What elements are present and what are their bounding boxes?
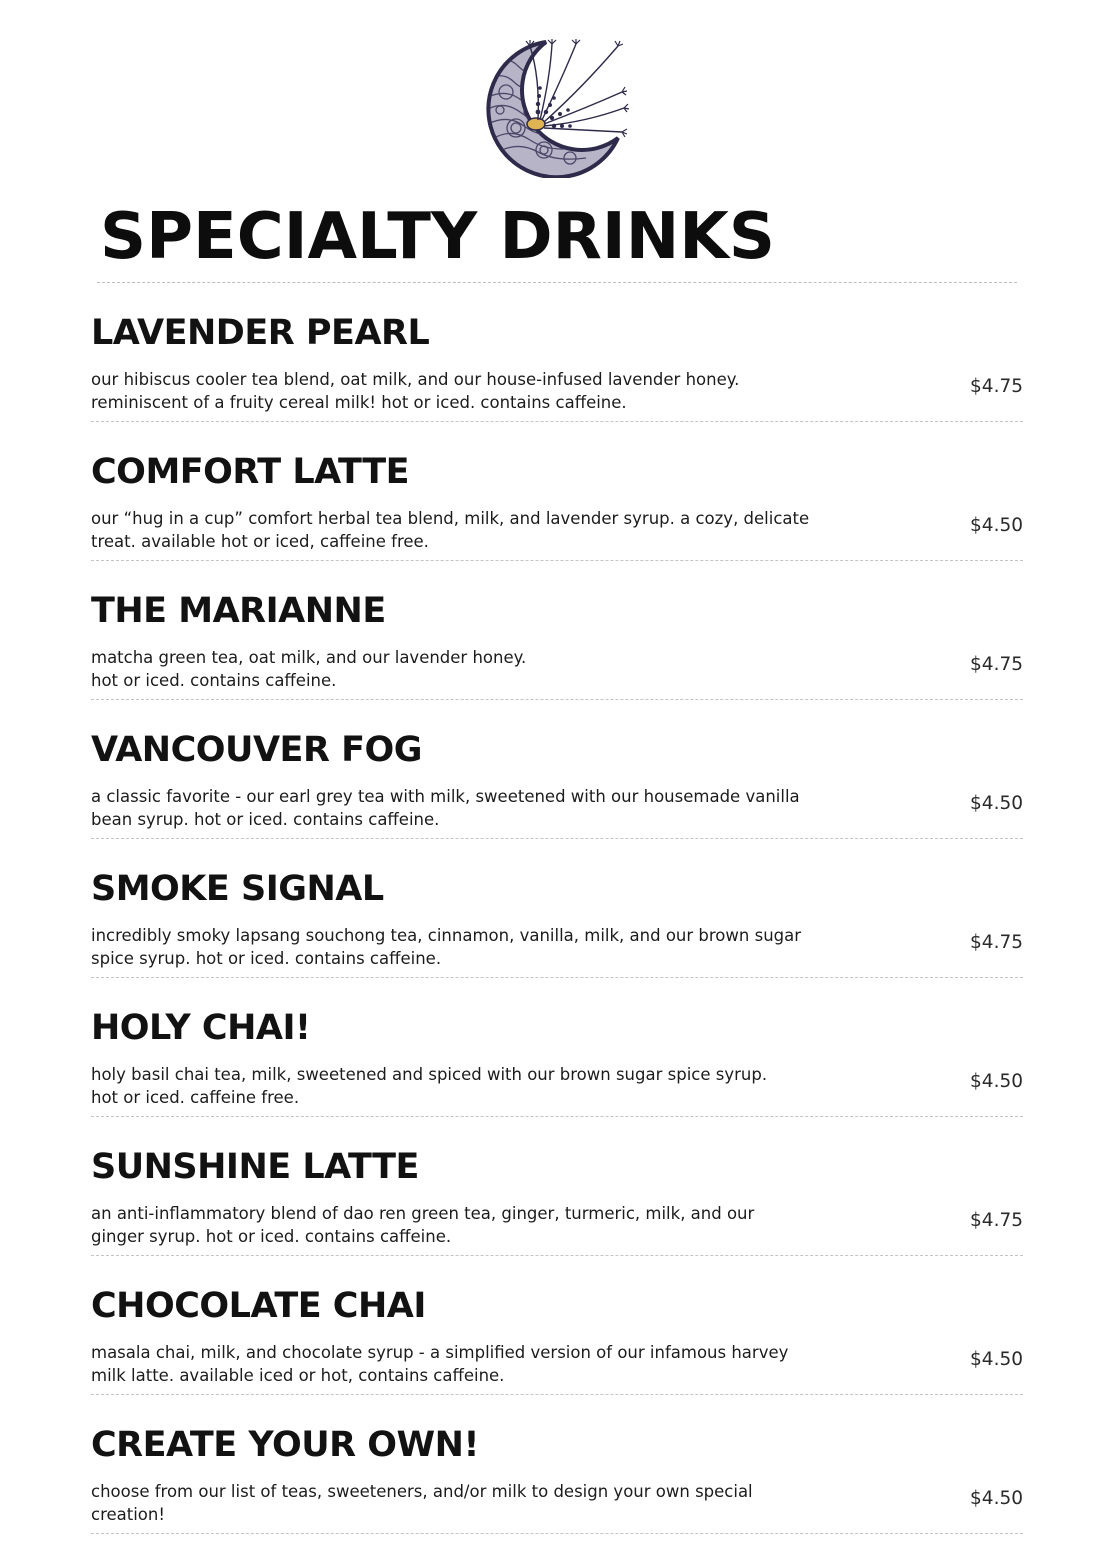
item-price: $4.75 [970, 654, 1023, 675]
item-name: LAVENDER PEARL [91, 313, 430, 353]
menu-item [91, 1395, 1023, 1534]
item-price: $4.50 [970, 793, 1023, 814]
item-name: SUNSHINE LATTE [91, 1147, 419, 1187]
item-description: an anti-inflammatory blend of dao ren green tea, ginger, turmeric, milk, and our ginger syrup. hot or iced. contains caffeine. [91, 1204, 755, 1246]
page-title: SPECIALTY DRINKS [100, 200, 775, 274]
item-description: holy basil chai tea, milk, sweetened and spiced with our brown sugar spice syrup. hot or iced. caffeine free. [91, 1065, 768, 1107]
menu-item [91, 839, 1023, 978]
item-price: $4.75 [970, 932, 1023, 953]
menu-item [91, 422, 1023, 561]
item-description: incredibly smoky lapsang souchong tea, cinnamon, vanilla, milk, and our brown sugar spice syrup. hot or iced. contains caffeine. [91, 926, 802, 968]
item-name: HOLY CHAI! [91, 1008, 311, 1048]
item-description: our hibiscus cooler tea blend, oat milk, and our house-infused lavender honey. reminiscent of a fruity cereal milk! hot or iced. contains caffeine. [91, 370, 740, 412]
item-name: VANCOUVER FOG [91, 730, 422, 770]
item-price: $4.50 [970, 1349, 1023, 1370]
drinks-list [91, 283, 1023, 1534]
item-description: a classic favorite - our earl grey tea with milk, sweetened with our housemade vanilla bean syrup. hot or iced. contains caffeine. [91, 787, 800, 829]
item-price: $4.50 [970, 515, 1023, 536]
item-description: choose from our list of teas, sweeteners, and/or milk to design your own special creation! [91, 1482, 753, 1524]
item-description: matcha green tea, oat milk, and our lavender honey. hot or iced. contains caffeine. [91, 648, 527, 690]
menu-item [91, 1117, 1023, 1256]
item-name: CREATE YOUR OWN! [91, 1425, 479, 1465]
menu-item [91, 978, 1023, 1117]
menu-item [91, 1256, 1023, 1395]
item-name: COMFORT LATTE [91, 452, 410, 492]
item-price: $4.50 [970, 1071, 1023, 1092]
menu-item [91, 561, 1023, 700]
menu-item [91, 283, 1023, 422]
item-price: $4.75 [970, 376, 1023, 397]
item-description: masala chai, milk, and chocolate syrup - a simplified version of our infamous harvey milk latte. available iced or hot, contains caffeine. [91, 1343, 789, 1385]
item-price: $4.75 [970, 1210, 1023, 1231]
item-name: SMOKE SIGNAL [91, 869, 384, 909]
item-name: THE MARIANNE [91, 591, 386, 631]
item-price: $4.50 [970, 1488, 1023, 1509]
crescent-moon-dandelion-icon [486, 38, 630, 178]
item-name: CHOCOLATE CHAI [91, 1286, 426, 1326]
item-description: our “hug in a cup” comfort herbal tea blend, milk, and lavender syrup. a cozy, delicate treat. available hot or iced, caffeine free. [91, 509, 810, 551]
menu-item [91, 700, 1023, 839]
